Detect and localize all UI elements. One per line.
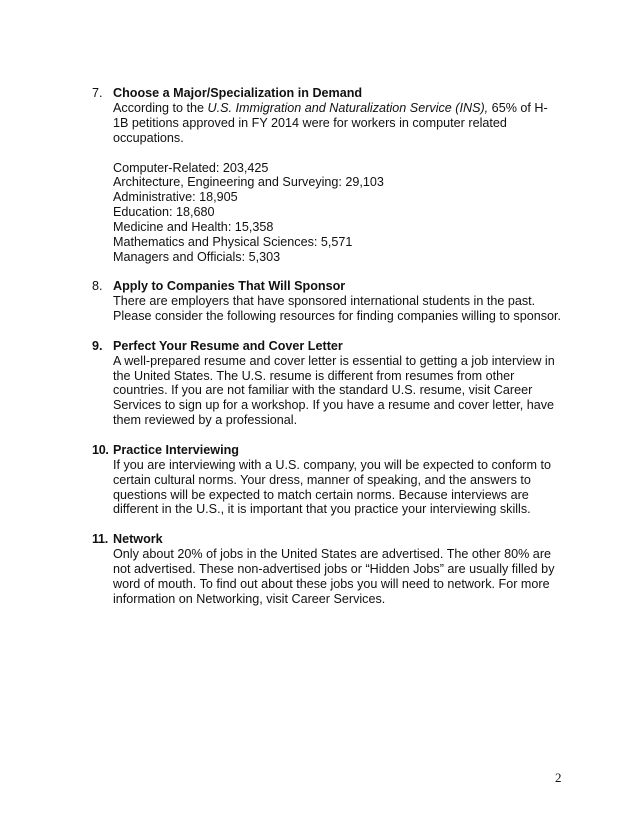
page-number: 2 [555,770,562,785]
occupation-stats [113,161,562,265]
item-body: If you are interviewing with a U.S. company, you will be expected to conform to certain cultural norms. Your dress, manner of speaking, and the answers to questions will be expected to match certain norms. Because interviews are different in the U.S., it is important that you practice your interviewing skills. [113,457,551,517]
item-number: 9. [92,338,103,353]
item-number: 7. [92,86,103,100]
item-heading: Practice Interviewing [113,442,239,457]
agency-name: U.S. Immigration and Naturalization Service (INS), [207,100,489,115]
stat-line: Mathematics and Physical Sciences: 5,571 [113,235,353,250]
item-intro [113,101,562,146]
list-item-sponsor-companies [92,279,562,324]
item-heading: Perfect Your Resume and Cover Letter [113,338,343,353]
item-number: 11. [92,531,108,546]
list-item-resume-cover-letter [92,339,562,428]
item-heading: Choose a Major/Specialization in Demand [113,86,363,100]
stat-line: Medicine and Health: 15,358 [113,220,274,235]
list-item-practice-interviewing [92,443,562,518]
stat-line: Managers and Officials: 5,303 [113,249,281,264]
item-body: There are employers that have sponsored international students in the past. Please consider the following resources for finding companies willing to sponsor. [113,294,562,324]
intro-text-continued: 65% of H-1B petitions approved in FY 2014 were for workers in computer related occupations. [113,100,548,145]
item-body: Only about 20% of jobs in the United States are advertised. The other 80% are not advertised. These non-advertised jobs or “Hidden Jobs” are usually filled by word of mouth. To find out about these jobs you will need to network. For more information on Networking, visit Career Services. [113,546,555,606]
item-number: 10. [92,442,109,457]
stat-line: Education: 18,680 [113,205,215,220]
stat-line: Architecture, Engineering and Surveying: 29,103 [113,175,384,190]
item-heading: Network [113,531,163,546]
numbered-list [92,86,562,621]
item-number: 8. [92,279,103,294]
item-heading: Apply to Companies That Will Sponsor [113,279,346,294]
item-body: A well-prepared resume and cover letter is essential to getting a job interview in the United States. The U.S. resume is different from resumes from other countries. If you are not familiar with the standard U.S. resume, visit Career Services to sign up for a workshop. If you have a resume and cover letter, have them reviewed by a professional. [113,353,555,428]
stat-line: Administrative: 18,905 [113,190,238,205]
list-item-network [92,532,562,607]
list-item-major-specialization [92,86,562,265]
stat-line: Computer-Related: 203,425 [113,160,269,175]
intro-text: According to the [113,100,208,115]
